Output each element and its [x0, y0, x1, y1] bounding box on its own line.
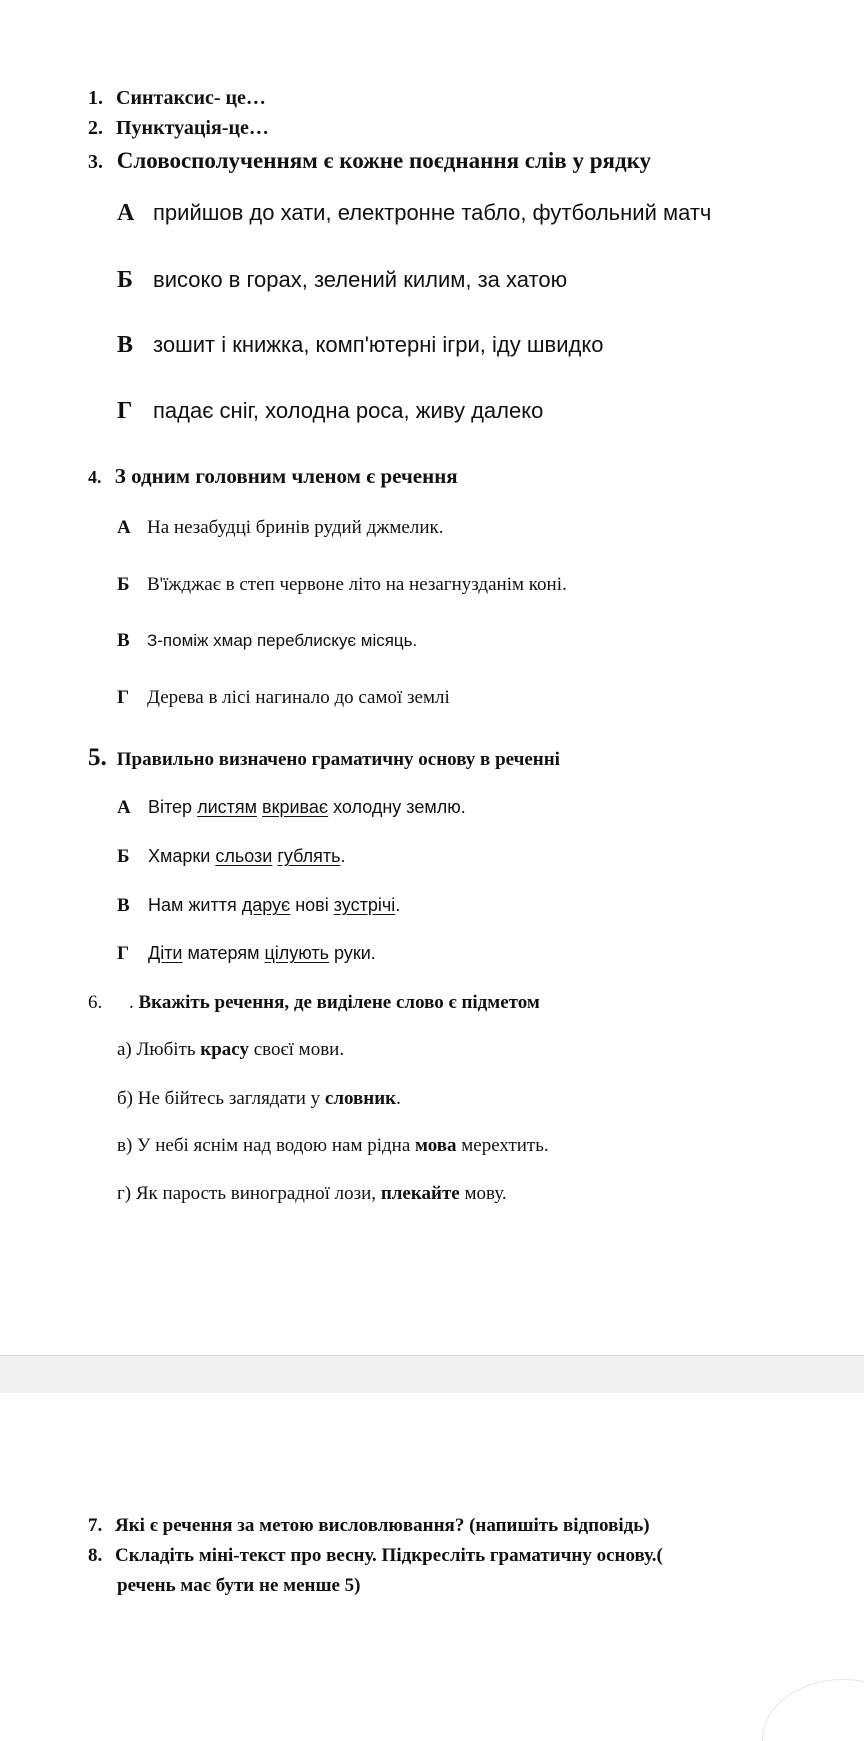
- option-text: прийшов до хати, електронне табло, футбольний матч: [153, 200, 712, 225]
- option-text: падає сніг, холодна роса, живу далеко: [153, 398, 544, 423]
- question-prefix: .: [129, 992, 139, 1013]
- sentence-fragment: мову.: [459, 1183, 507, 1204]
- question-number: 8.: [88, 1545, 103, 1566]
- question-number: 7.: [88, 1515, 103, 1536]
- question-text: Складіть міні-текст про весну. Підкресліть граматичну основу.(: [115, 1545, 663, 1566]
- question-8: [88, 1545, 663, 1567]
- sentence-fragment: руки.: [329, 943, 376, 963]
- page-curl-decoration: [762, 1679, 864, 1741]
- sentence-fragment: .: [396, 1088, 401, 1109]
- question-text: речень має бути не менше 5): [117, 1575, 361, 1596]
- option-letter: Г: [117, 943, 130, 964]
- underlined-word: сльози: [215, 846, 273, 866]
- question-7: [88, 1515, 650, 1537]
- sentence-fragment: Нам життя: [148, 895, 242, 915]
- sentence-fragment: Хмарки: [148, 846, 216, 866]
- option-text: зошит і книжка, комп'ютерні ігри, іду швидко: [153, 332, 604, 357]
- underlined-word: дарує: [241, 895, 291, 915]
- q6-option-a[interactable]: [117, 1039, 344, 1061]
- underlined-word: Діти: [148, 943, 183, 963]
- q3-option-b[interactable]: [117, 267, 567, 294]
- option-letter: В: [117, 332, 134, 358]
- question-1: [88, 87, 266, 110]
- sentence-fragment: Вітер: [148, 797, 198, 817]
- option-letter: А: [117, 517, 131, 538]
- option-letter: А: [117, 200, 135, 226]
- option-letter: Б: [117, 846, 130, 867]
- option-text: високо в горах, зелений килим, за хатою: [153, 267, 568, 292]
- q4-option-c[interactable]: [117, 630, 417, 652]
- underlined-word: гублять: [277, 846, 341, 866]
- option-letter: А: [117, 797, 131, 818]
- question-number: 2.: [88, 117, 103, 139]
- option-text: З-поміж хмар переблискує місяць.: [147, 631, 418, 650]
- q3-option-a[interactable]: [117, 200, 711, 227]
- q6-option-d[interactable]: [117, 1183, 507, 1205]
- question-8-continuation: [117, 1575, 361, 1597]
- option-text: На незабудці бринів рудий джмелик.: [147, 517, 444, 538]
- question-2: [88, 117, 269, 140]
- underlined-word: листям: [197, 797, 258, 817]
- underlined-word: цілують: [264, 943, 330, 963]
- question-number: 5.: [88, 744, 107, 771]
- sentence-fragment: .: [340, 846, 346, 866]
- highlighted-word: красу: [200, 1039, 249, 1060]
- q5-option-d[interactable]: [117, 943, 376, 965]
- option-text: Дерева в лісі нагинало до самої землі: [147, 687, 450, 708]
- sentence-fragment: нові: [290, 895, 334, 915]
- sentence-fragment: холодну землю.: [328, 797, 466, 817]
- q5-option-c[interactable]: [117, 895, 400, 917]
- highlighted-word: мова: [415, 1135, 457, 1156]
- option-letter: Б: [117, 574, 130, 595]
- question-number: 4.: [88, 467, 102, 487]
- sentence-fragment: мерехтить.: [456, 1135, 549, 1156]
- q6-option-b[interactable]: [117, 1088, 401, 1110]
- highlighted-word: словник: [324, 1088, 397, 1109]
- question-text: З одним головним членом є речення: [114, 464, 458, 488]
- sentence-fragment: .: [395, 895, 401, 915]
- question-number: 3.: [88, 151, 103, 173]
- option-text: В'їжджає в степ червоне літо на незагнузданім коні.: [147, 574, 567, 595]
- option-letter: Б: [117, 267, 133, 293]
- sentence-fragment: своєї мови.: [248, 1039, 345, 1060]
- q4-option-a[interactable]: [117, 517, 443, 539]
- question-3: [88, 148, 651, 174]
- option-letter: Г: [117, 398, 133, 424]
- q3-option-c[interactable]: [117, 332, 603, 359]
- q5-option-a[interactable]: [117, 797, 466, 819]
- question-6: [88, 992, 540, 1014]
- highlighted-word: плекайте: [380, 1183, 460, 1204]
- question-text: Пунктуація-це…: [116, 117, 269, 139]
- question-5: [88, 744, 560, 772]
- q3-option-d[interactable]: [117, 398, 543, 425]
- question-number: 1.: [88, 87, 103, 109]
- question-4: [88, 464, 458, 489]
- question-text: Словосполученням є кожне поєднання слів у рядку: [116, 148, 652, 173]
- question-text: Синтаксис- це…: [116, 87, 266, 109]
- sentence-fragment: г) Як парость виноградної лози,: [117, 1183, 381, 1204]
- option-letter: В: [117, 895, 130, 916]
- sentence-fragment: в) У небі яснім над водою нам рідна: [117, 1135, 416, 1156]
- option-letter: Г: [117, 687, 130, 708]
- question-text: Вкажіть речення, де виділене слово є підметом: [138, 992, 540, 1013]
- underlined-word: зустрічі: [333, 895, 396, 915]
- question-text: Які є речення за метою висловлювання? (напишіть відповідь): [115, 1515, 650, 1536]
- page-separator: [0, 1355, 864, 1394]
- underlined-word: вкриває: [262, 797, 329, 817]
- q5-option-b[interactable]: [117, 846, 346, 868]
- sentence-fragment: а) Любіть: [117, 1039, 201, 1060]
- sentence-fragment: матерям: [182, 943, 265, 963]
- q4-option-b[interactable]: [117, 574, 567, 596]
- question-text: Правильно визначено граматичну основу в реченні: [116, 749, 560, 770]
- sentence-fragment: б) Не бійтесь заглядати у: [117, 1088, 325, 1109]
- page-2: [0, 1393, 864, 1741]
- q6-option-c[interactable]: [117, 1135, 549, 1157]
- q4-option-d[interactable]: [117, 687, 450, 709]
- option-letter: В: [117, 630, 130, 651]
- question-number: 6.: [88, 992, 103, 1013]
